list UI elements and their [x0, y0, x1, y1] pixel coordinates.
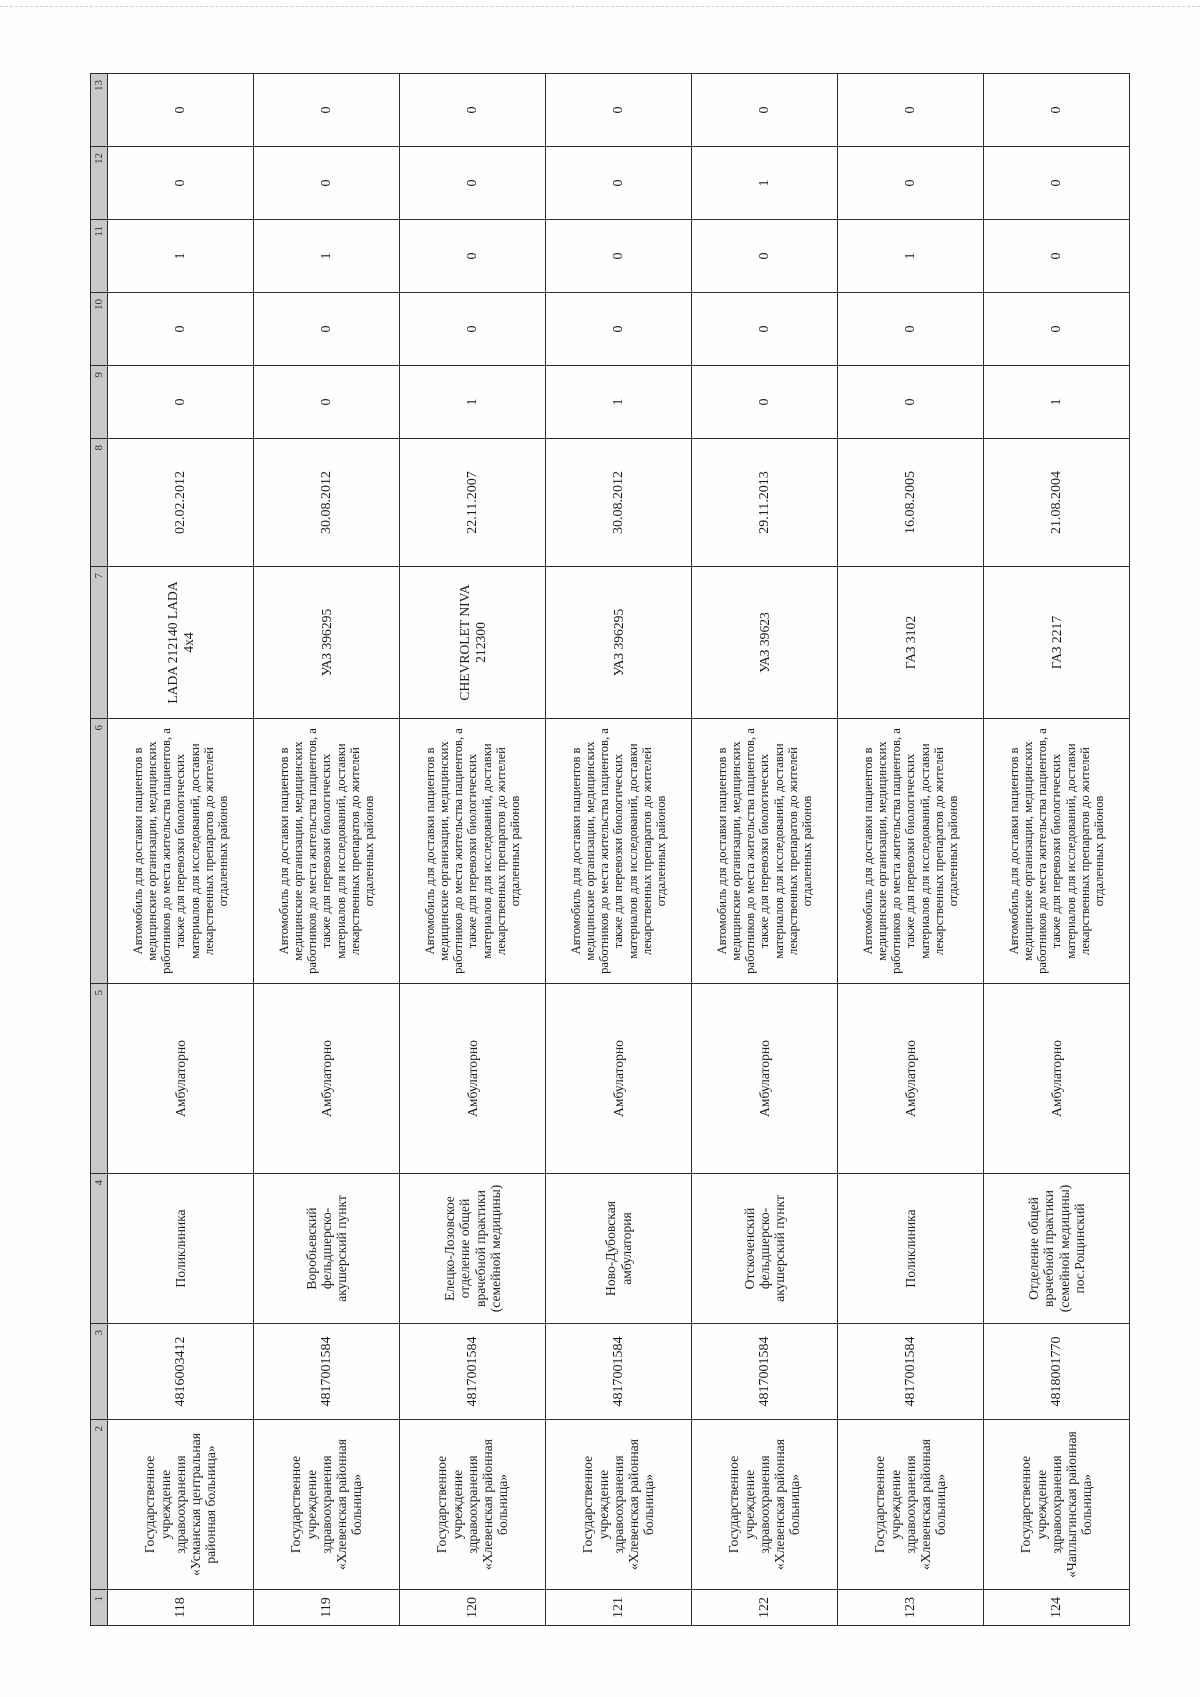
count-col-11: 1 — [108, 220, 254, 293]
count-col-10: 0 — [984, 293, 1130, 366]
count-col-13: 0 — [400, 74, 546, 147]
count-col-13: 0 — [546, 74, 692, 147]
table-row — [108, 74, 254, 1626]
subdivision-name: Ново-Дубовская амбулатория — [546, 1174, 692, 1324]
count-col-12: 0 — [838, 147, 984, 220]
vehicle-model: ГАЗ 2217 — [984, 567, 1130, 719]
inn-code: 4817001584 — [692, 1324, 838, 1420]
column-number: 1 — [91, 1590, 108, 1626]
table-row — [838, 74, 984, 1626]
scan-edge-line — [0, 6, 1200, 7]
organization-name: Государственное учреждение здравоохранения «Усманская центральная районная больница» — [108, 1420, 254, 1590]
count-col-10: 0 — [692, 293, 838, 366]
count-col-10: 0 — [254, 293, 400, 366]
count-col-13: 0 — [108, 74, 254, 147]
count-col-9: 0 — [838, 366, 984, 439]
inn-code: 4817001584 — [400, 1324, 546, 1420]
care-type: Амбулаторно — [984, 984, 1130, 1174]
count-col-13: 0 — [838, 74, 984, 147]
count-col-13: 0 — [984, 74, 1130, 147]
count-col-10: 0 — [546, 293, 692, 366]
row-number: 118 — [108, 1590, 254, 1626]
count-col-10: 0 — [108, 293, 254, 366]
row-number: 120 — [400, 1590, 546, 1626]
count-col-11: 1 — [254, 220, 400, 293]
vehicle-model: УАЗ 396295 — [254, 567, 400, 719]
count-col-13: 0 — [692, 74, 838, 147]
count-col-10: 0 — [400, 293, 546, 366]
row-number: 123 — [838, 1590, 984, 1626]
care-type: Амбулаторно — [400, 984, 546, 1174]
organization-name: Государственное учреждение здравоохранения «Хлевенская районная больница» — [838, 1420, 984, 1590]
subdivision-name: Воробьевский фельдшерско-акушерский пункт — [254, 1174, 400, 1324]
care-type: Амбулаторно — [108, 984, 254, 1174]
vehicle-model: ГАЗ 3102 — [838, 567, 984, 719]
registration-date: 21.08.2004 — [984, 439, 1130, 567]
column-number: 5 — [91, 984, 108, 1174]
vehicle-model: УАЗ 39623 — [692, 567, 838, 719]
inn-code: 4817001584 — [838, 1324, 984, 1420]
table-row — [400, 74, 546, 1626]
count-col-9: 0 — [108, 366, 254, 439]
column-number: 2 — [91, 1420, 108, 1590]
registration-date: 29.11.2013 — [692, 439, 838, 567]
column-number: 3 — [91, 1324, 108, 1420]
table-row — [254, 74, 400, 1626]
organization-name: Государственное учреждение здравоохранения «Хлевенская районная больница» — [400, 1420, 546, 1590]
vehicle-purpose: Автомобиль для доставки пациентов в медицинские организации, медицинских работников до места жительства пациентов, а также для перевозки биологических материалов для исследований, доставки лекарственных препаратов до жителей отдаленных районов — [254, 719, 400, 984]
vehicle-purpose: Автомобиль для доставки пациентов в медицинские организации, медицинских работников до места жительства пациентов, а также для перевозки биологических материалов для исследований, доставки лекарственных препаратов до жителей отдаленных районов — [692, 719, 838, 984]
vehicle-purpose: Автомобиль для доставки пациентов в медицинские организации, медицинских работников до места жительства пациентов, а также для перевозки биологических материалов для исследований, доставки лекарственных препаратов до жителей отдаленных районов — [108, 719, 254, 984]
subdivision-name: Поликлиника — [838, 1174, 984, 1324]
count-col-12: 0 — [546, 147, 692, 220]
column-number: 10 — [91, 293, 108, 366]
row-number: 121 — [546, 1590, 692, 1626]
inn-code: 4817001584 — [546, 1324, 692, 1420]
count-col-13: 0 — [254, 74, 400, 147]
count-col-11: 1 — [838, 220, 984, 293]
count-col-12: 0 — [108, 147, 254, 220]
table-row — [692, 74, 838, 1626]
column-number-row — [91, 74, 108, 1626]
care-type: Амбулаторно — [254, 984, 400, 1174]
vehicle-purpose: Автомобиль для доставки пациентов в медицинские организации, медицинских работников до места жительства пациентов, а также для перевозки биологических материалов для исследований, доставки лекарственных препаратов до жителей отдаленных районов — [984, 719, 1130, 984]
column-number: 7 — [91, 567, 108, 719]
inn-code: 4818001770 — [984, 1324, 1130, 1420]
vehicle-model: CHEVROLET NIVA 212300 — [400, 567, 546, 719]
count-col-9: 1 — [400, 366, 546, 439]
count-col-9: 1 — [984, 366, 1130, 439]
vehicle-purpose: Автомобиль для доставки пациентов в медицинские организации, медицинских работников до места жительства пациентов, а также для перевозки биологических материалов для исследований, доставки лекарственных препаратов до жителей отдаленных районов — [546, 719, 692, 984]
vehicle-model: LADA 212140 LADA 4x4 — [108, 567, 254, 719]
registration-date: 16.08.2005 — [838, 439, 984, 567]
count-col-11: 0 — [400, 220, 546, 293]
inn-code: 4817001584 — [254, 1324, 400, 1420]
vehicle-purpose: Автомобиль для доставки пациентов в медицинские организации, медицинских работников до места жительства пациентов, а также для перевозки биологических материалов для исследований, доставки лекарственных препаратов до жителей отдаленных районов — [400, 719, 546, 984]
care-type: Амбулаторно — [838, 984, 984, 1174]
column-number: 12 — [91, 147, 108, 220]
vehicle-model: УАЗ 396295 — [546, 567, 692, 719]
row-number: 122 — [692, 1590, 838, 1626]
column-number: 4 — [91, 1174, 108, 1324]
vehicle-register-table — [90, 73, 1130, 1626]
care-type: Амбулаторно — [692, 984, 838, 1174]
table-row — [546, 74, 692, 1626]
column-number: 9 — [91, 366, 108, 439]
table-row — [984, 74, 1130, 1626]
row-number: 119 — [254, 1590, 400, 1626]
column-number: 11 — [91, 220, 108, 293]
registration-date: 30.08.2012 — [546, 439, 692, 567]
count-col-12: 0 — [984, 147, 1130, 220]
organization-name: Государственное учреждение здравоохранения «Хлевенская районная больница» — [254, 1420, 400, 1590]
column-number: 6 — [91, 719, 108, 984]
organization-name: Государственное учреждение здравоохранения «Чаплыгинская районная больница» — [984, 1420, 1130, 1590]
inn-code: 4816003412 — [108, 1324, 254, 1420]
count-col-9: 0 — [692, 366, 838, 439]
row-number: 124 — [984, 1590, 1130, 1626]
count-col-12: 1 — [692, 147, 838, 220]
count-col-11: 0 — [984, 220, 1130, 293]
subdivision-name: Поликлиника — [108, 1174, 254, 1324]
registration-date: 30.08.2012 — [254, 439, 400, 567]
column-number: 13 — [91, 74, 108, 147]
count-col-11: 0 — [692, 220, 838, 293]
count-col-10: 0 — [838, 293, 984, 366]
registration-date: 02.02.2012 — [108, 439, 254, 567]
care-type: Амбулаторно — [546, 984, 692, 1174]
count-col-12: 0 — [254, 147, 400, 220]
vehicle-purpose: Автомобиль для доставки пациентов в медицинские организации, медицинских работников до места жительства пациентов, а также для перевозки биологических материалов для исследований, доставки лекарственных препаратов до жителей отдаленных районов — [838, 719, 984, 984]
count-col-9: 0 — [254, 366, 400, 439]
count-col-11: 0 — [546, 220, 692, 293]
organization-name: Государственное учреждение здравоохранения «Хлевенская районная больница» — [692, 1420, 838, 1590]
subdivision-name: Елецко-Лозовское отделение общей врачебной практики (семейной медицины) — [400, 1174, 546, 1324]
column-number: 8 — [91, 439, 108, 567]
organization-name: Государственное учреждение здравоохранения «Хлевенская районная больница» — [546, 1420, 692, 1590]
count-col-12: 0 — [400, 147, 546, 220]
registration-date: 22.11.2007 — [400, 439, 546, 567]
count-col-9: 1 — [546, 366, 692, 439]
rotated-table-wrapper — [90, 82, 1130, 1626]
subdivision-name: Отделение общей врачебной практики (семейной медицины) пос.Рощинский — [984, 1174, 1130, 1324]
subdivision-name: Отскоченский фельдшерско-акушерский пункт — [692, 1174, 838, 1324]
